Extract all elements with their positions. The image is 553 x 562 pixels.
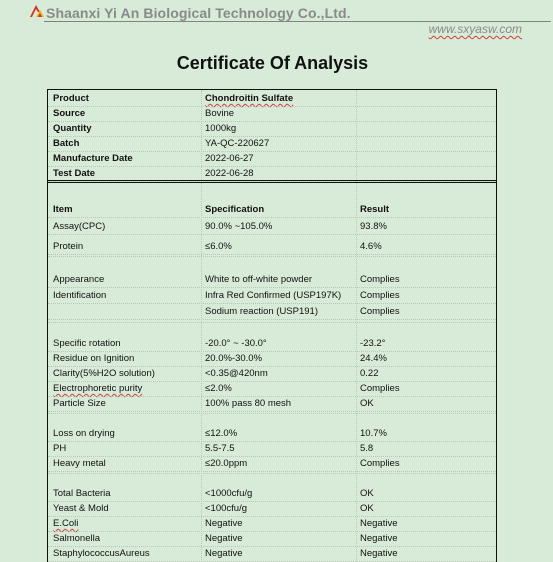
row-item: Salmonella xyxy=(53,533,100,544)
info-value: Chondroitin Sulfate xyxy=(205,93,294,104)
row-gridline xyxy=(48,413,496,414)
row-specification: <1000cfu/g xyxy=(205,488,253,499)
row-result: Complies xyxy=(360,383,400,394)
row-gridline xyxy=(48,456,496,457)
row-result: OK xyxy=(360,503,374,514)
column-header-specification: Specification xyxy=(205,204,265,215)
row-item: Particle Size xyxy=(53,398,106,409)
info-label: Batch xyxy=(53,138,80,149)
info-value: Bovine xyxy=(205,108,235,119)
row-specification: Sodium reaction (USP191) xyxy=(205,306,318,317)
row-item: PH xyxy=(53,443,67,454)
row-specification: Negative xyxy=(205,533,243,544)
page-header xyxy=(0,0,553,36)
row-specification: 5.5-7.5 xyxy=(205,443,235,454)
row-gridline xyxy=(48,471,496,472)
row-result: Negative xyxy=(360,518,398,529)
analysis-table xyxy=(47,89,497,562)
row-gridline xyxy=(48,234,496,235)
row-item: Yeast & Mold xyxy=(53,503,109,514)
row-gridline xyxy=(48,166,496,167)
row-gridline xyxy=(48,381,496,382)
row-gridline xyxy=(48,396,496,397)
row-specification: 20.0%-30.0% xyxy=(205,353,263,364)
row-gridline xyxy=(48,366,496,367)
row-specification: ≤20.0ppm xyxy=(205,458,248,469)
row-gridline xyxy=(48,322,496,323)
row-result: Complies xyxy=(360,458,400,469)
column-divider xyxy=(201,90,202,562)
row-gridline xyxy=(48,151,496,152)
row-item: Total Bacteria xyxy=(53,488,111,499)
row-item: E.Coli xyxy=(53,518,79,529)
row-gridline xyxy=(48,136,496,137)
row-specification: Negative xyxy=(205,518,243,529)
row-gridline xyxy=(48,181,496,182)
row-gridline xyxy=(48,531,496,532)
row-result: 24.4% xyxy=(360,353,387,364)
row-specification: 100% pass 80 mesh xyxy=(205,398,292,409)
row-result: -23.2° xyxy=(360,338,386,349)
row-gridline xyxy=(48,106,496,107)
row-gridline xyxy=(48,546,496,547)
row-item: Residue on Ignition xyxy=(53,353,135,364)
info-label: Manufacture Date xyxy=(53,153,133,164)
row-gridline xyxy=(48,287,496,288)
info-label: Product xyxy=(53,93,89,104)
row-gridline xyxy=(48,516,496,517)
info-label: Test Date xyxy=(53,168,96,179)
row-specification: <0.35@420nm xyxy=(205,368,268,379)
row-item: StaphylococcusAureus xyxy=(53,548,150,559)
company-logo-icon xyxy=(29,3,45,18)
row-item: Identification xyxy=(53,290,107,301)
row-item: Heavy metal xyxy=(53,458,106,469)
section-divider xyxy=(48,182,496,183)
row-gridline xyxy=(48,351,496,352)
row-result: 10.7% xyxy=(360,428,387,439)
row-item: Protein xyxy=(53,241,84,252)
info-label: Source xyxy=(53,108,86,119)
row-specification: Infra Red Confirmed (USP197K) xyxy=(205,290,342,301)
row-gridline xyxy=(48,501,496,502)
row-gridline xyxy=(48,256,496,257)
info-label: Quantity xyxy=(53,123,92,134)
row-specification: White to off-white powder xyxy=(205,274,313,285)
row-gridline xyxy=(48,411,496,412)
row-specification: 90.0% ~105.0% xyxy=(205,221,273,232)
row-gridline xyxy=(48,303,496,304)
row-specification: ≤12.0% xyxy=(205,428,238,439)
column-header-item: Item xyxy=(53,204,73,215)
row-gridline xyxy=(48,319,496,320)
row-item: Specific rotation xyxy=(53,338,121,349)
website-url[interactable]: www.sxyasw.com xyxy=(428,22,522,36)
info-value: 1000kg xyxy=(205,123,237,134)
row-specification: -20.0° ~ -30.0° xyxy=(205,338,267,349)
row-gridline xyxy=(48,473,496,474)
row-specification: <100cfu/g xyxy=(205,503,247,514)
row-gridline xyxy=(48,217,496,218)
row-item: Electrophoretic purity xyxy=(53,383,143,394)
info-value: 2022-06-28 xyxy=(205,168,254,179)
row-result: OK xyxy=(360,398,374,409)
row-result: Complies xyxy=(360,290,400,301)
row-specification: Negative xyxy=(205,548,243,559)
row-gridline xyxy=(48,441,496,442)
row-result: Negative xyxy=(360,533,398,544)
row-gridline xyxy=(48,254,496,255)
row-specification: ≤2.0% xyxy=(205,383,232,394)
document-title: Certificate Of Analysis xyxy=(176,53,369,73)
row-item: Loss on drying xyxy=(53,428,115,439)
company-name: Shaanxi Yi An Biological Technology Co.,Ltd. xyxy=(46,5,351,21)
row-result: Negative xyxy=(360,548,398,559)
info-value: YA-QC-220627 xyxy=(205,138,270,149)
column-divider xyxy=(356,90,357,562)
row-result: 0.22 xyxy=(360,368,379,379)
column-header-result: Result xyxy=(360,204,390,215)
info-value: 2022-06-27 xyxy=(205,153,254,164)
row-result: Complies xyxy=(360,274,400,285)
row-item: Appearance xyxy=(53,274,105,285)
row-result: 5.8 xyxy=(360,443,374,454)
row-item: Assay(CPC) xyxy=(53,221,106,232)
row-result: Complies xyxy=(360,306,400,317)
row-specification: ≤6.0% xyxy=(205,241,232,252)
row-item: Clarity(5%H2O solution) xyxy=(53,368,155,379)
row-gridline xyxy=(48,121,496,122)
row-result: 93.8% xyxy=(360,221,387,232)
row-result: OK xyxy=(360,488,374,499)
row-result: 4.6% xyxy=(360,241,382,252)
